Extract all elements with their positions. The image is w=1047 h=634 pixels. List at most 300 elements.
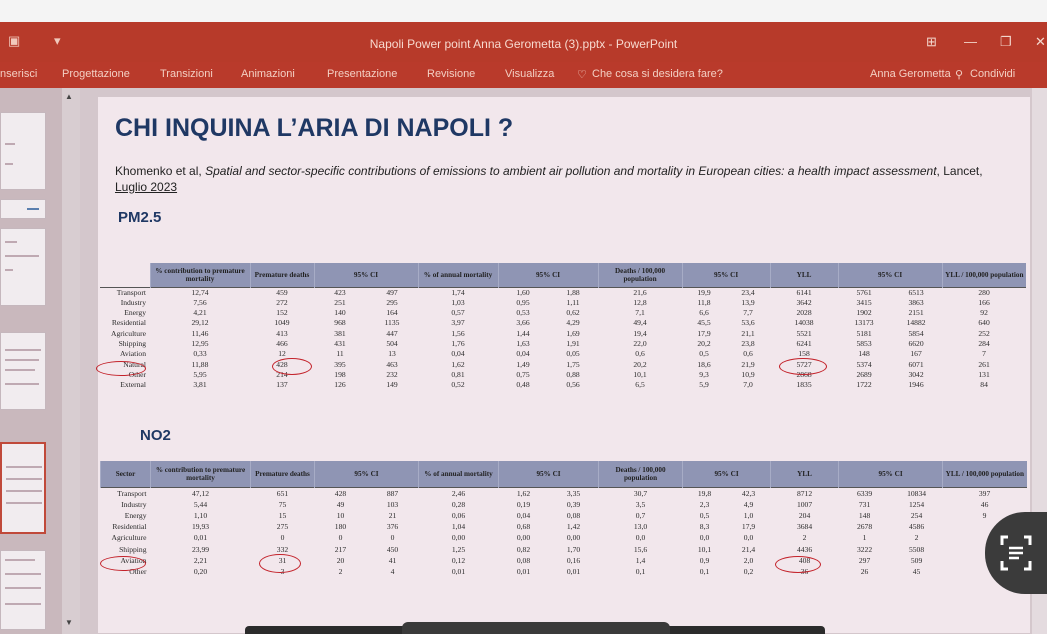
- table-cell: 0,39: [566, 499, 581, 509]
- table-cell: 731: [858, 499, 871, 509]
- table-cell: 17,9: [697, 328, 711, 338]
- table-cell: 2: [802, 533, 807, 543]
- table-cell: 140: [334, 308, 346, 318]
- table-cell: 0,0: [699, 533, 710, 543]
- table-row: [101, 521, 1027, 532]
- table-cell: 23,4: [726, 287, 770, 298]
- table-cell: 5761: [838, 287, 890, 298]
- table-cell: 20,2: [633, 359, 647, 369]
- tab-visualizza[interactable]: Visualizza: [505, 68, 555, 80]
- user-name[interactable]: Anna Gerometta: [870, 68, 951, 80]
- table-cell: 6,6: [699, 308, 709, 318]
- header-ci: 95% CI: [839, 461, 943, 487]
- table-cell: 0,62: [566, 308, 580, 318]
- table-cell: 0,5: [699, 510, 710, 520]
- table-cell: 10,1: [633, 369, 647, 379]
- table-row: [100, 308, 1026, 318]
- table-cell: 26: [860, 566, 869, 576]
- header-yll-per-100k: YLL / 100,000 population: [942, 263, 1026, 287]
- save-icon[interactable]: ▣: [8, 33, 21, 48]
- table-cell: 11: [336, 349, 344, 359]
- table-cell: 0,9: [699, 555, 710, 565]
- table-cell: 204: [798, 510, 811, 520]
- header-ci: 95% CI: [499, 461, 599, 487]
- sector-label-cell: Agriculture: [110, 328, 146, 338]
- table-cell: 19,93: [191, 522, 210, 532]
- table-row: [101, 555, 1027, 566]
- table-cell: 0: [390, 533, 395, 543]
- table-cell: 284: [978, 338, 990, 348]
- table-cell: 0,28: [451, 499, 466, 509]
- table-cell: 0,52: [451, 380, 465, 390]
- table-cell: 4,29: [566, 318, 580, 328]
- sector-label-cell: Other: [128, 369, 146, 379]
- table-cell: 10,1: [697, 544, 712, 554]
- table-cell: 4436: [796, 544, 813, 554]
- table-cell: 0,08: [566, 510, 581, 520]
- title-bar: [0, 22, 1047, 62]
- header-premature-deaths: Premature deaths: [250, 263, 314, 287]
- header-ci: 95% CI: [838, 263, 942, 287]
- table-cell: 640: [978, 318, 990, 328]
- table-cell: 0,1: [635, 566, 646, 576]
- table-cell: 232: [386, 369, 398, 379]
- table-cell: 413: [276, 328, 288, 338]
- table-cell: 217: [334, 544, 347, 554]
- table-cell: 22,0: [633, 338, 647, 348]
- table-cell: 0,68: [516, 522, 531, 532]
- table-cell: 2689: [856, 369, 872, 379]
- table-cell: 0,01: [516, 566, 531, 576]
- sector-label-cell: Energy: [124, 510, 147, 520]
- close-icon[interactable]: ✕: [1035, 34, 1046, 49]
- table-cell: 3,97: [451, 318, 465, 328]
- header-contribution: % contribution to premature mortality: [151, 461, 251, 487]
- table-cell: 0,01: [451, 566, 466, 576]
- table-cell: 12,95: [191, 338, 209, 348]
- scan-text-icon: [999, 534, 1033, 572]
- table-cell: 12: [278, 349, 286, 359]
- table-cell: 504: [386, 338, 398, 348]
- table-cell: 49: [336, 499, 345, 509]
- table-cell: 2,0: [743, 555, 754, 565]
- table-cell: 1,62: [499, 487, 549, 499]
- table-cell: 20: [336, 555, 345, 565]
- table-cell: 2678: [856, 522, 873, 532]
- table-cell: 3415: [856, 297, 872, 307]
- table-cell: 447: [386, 328, 398, 338]
- table-cell: 21,1: [741, 328, 755, 338]
- table-cell: 5508: [908, 544, 925, 554]
- tab-presentazione[interactable]: Presentazione: [327, 68, 398, 80]
- table-cell: 41: [388, 555, 397, 565]
- table-cell: 408: [798, 555, 811, 565]
- table-cell: 6,5: [635, 380, 645, 390]
- table-cell: 397: [943, 487, 1027, 499]
- table-cell: 1254: [908, 499, 925, 509]
- table-cell: 0,20: [193, 566, 208, 576]
- table-cell: 5,95: [193, 369, 207, 379]
- table-cell: 45: [912, 566, 921, 576]
- no2-table-body: [101, 487, 1027, 577]
- share-button[interactable]: Condividi: [970, 68, 1016, 80]
- table-cell: 166: [978, 297, 990, 307]
- header-yll: YLL: [771, 461, 839, 487]
- table-cell: 8712: [771, 487, 839, 499]
- table-cell: 158: [798, 349, 810, 359]
- quick-access-dropdown-icon[interactable]: ▾: [54, 33, 61, 48]
- table-row: [100, 360, 1026, 370]
- table-cell: 1,25: [451, 544, 466, 554]
- table-cell: 1,69: [566, 328, 580, 338]
- slide-thumbnail[interactable]: [0, 199, 46, 219]
- bottom-tab-overlay: [402, 622, 670, 634]
- sector-label-cell: Industry: [121, 499, 147, 509]
- table-cell: 1,91: [566, 338, 580, 348]
- table-cell: 1,0: [743, 510, 754, 520]
- table-cell: 252: [978, 328, 990, 338]
- table-cell: 31: [278, 555, 287, 565]
- table-cell: 1946: [908, 380, 924, 390]
- table-cell: 332: [276, 544, 289, 554]
- table-cell: 1,56: [451, 328, 465, 338]
- table-cell: 1,63: [516, 338, 530, 348]
- table-cell: 14882: [906, 318, 926, 328]
- table-cell: 14038: [794, 318, 814, 328]
- table-row: [100, 318, 1026, 328]
- sector-label-cell: Natural: [123, 359, 146, 369]
- table-cell: 2,21: [193, 555, 208, 565]
- table-cell: 5,44: [193, 499, 208, 509]
- tell-me-search[interactable]: Che cosa si desidera fare?: [592, 68, 723, 80]
- share-person-icon[interactable]: ⚲: [955, 69, 964, 81]
- table-cell: 5181: [856, 328, 872, 338]
- table-cell: 18,6: [697, 359, 711, 369]
- table-cell: 6513: [890, 287, 942, 298]
- table-cell: 1835: [796, 380, 812, 390]
- table-cell: 20,2: [697, 338, 711, 348]
- sector-label-cell: Residential: [112, 522, 147, 532]
- header-yll: YLL: [770, 263, 838, 287]
- table-cell: 3222: [856, 544, 873, 554]
- table-cell: 4,9: [743, 499, 754, 509]
- table-cell: 7,56: [193, 297, 207, 307]
- header-ci: 95% CI: [683, 461, 771, 487]
- table-cell: 6339: [839, 487, 891, 499]
- table-cell: 9: [982, 510, 987, 520]
- table-cell: 381: [334, 328, 346, 338]
- table-cell: 463: [386, 359, 398, 369]
- window-title: Napoli Power point Anna Gerometta (3).pptx - PowerPoint: [369, 37, 678, 51]
- table-cell: 4: [390, 566, 395, 576]
- sector-label-cell: Residential: [111, 318, 146, 328]
- table-cell: 3,35: [549, 487, 599, 499]
- table-cell: 53,6: [741, 318, 755, 328]
- tab-inserisci[interactable]: nserisci: [0, 68, 38, 80]
- table-cell: 11,88: [191, 359, 209, 369]
- table-cell: 149: [386, 380, 398, 390]
- table-cell: 0,75: [516, 369, 530, 379]
- table-cell: 131: [978, 369, 990, 379]
- table-cell: 3,66: [516, 318, 530, 328]
- table-row: [100, 339, 1026, 349]
- table-cell: 0,82: [516, 544, 531, 554]
- table-cell: 3,81: [193, 380, 207, 390]
- table-cell: 167: [910, 349, 922, 359]
- table-cell: 0,19: [516, 499, 531, 509]
- table-cell: 75: [278, 499, 287, 509]
- header-annual-mortality: % of annual mortality: [418, 263, 498, 287]
- sector-label-cell: Aviation: [119, 349, 146, 359]
- table-cell: 3684: [796, 522, 813, 532]
- pm25-table-body: [100, 287, 1026, 390]
- table-cell: 295: [386, 297, 398, 307]
- table-cell: 431: [334, 338, 346, 348]
- table-cell: 3642: [796, 297, 812, 307]
- sector-header-empty: [100, 263, 150, 287]
- table-cell: 0,81: [451, 369, 465, 379]
- table-cell: 19,8: [683, 487, 727, 499]
- table-cell: 251: [334, 297, 346, 307]
- table-cell: 0,12: [451, 555, 466, 565]
- tab-animazioni[interactable]: Animazioni: [241, 68, 295, 80]
- table-cell: 13: [388, 349, 396, 359]
- table-cell: 651: [251, 487, 315, 499]
- table-row: [100, 349, 1026, 359]
- table-cell: 46: [980, 499, 989, 509]
- tab-progettazione[interactable]: Progettazione: [62, 68, 130, 80]
- table-cell: 428: [315, 487, 367, 499]
- table-cell: 49,4: [633, 318, 647, 328]
- table-cell: 10,9: [741, 369, 755, 379]
- table-cell: 968: [334, 318, 346, 328]
- table-cell: 0,00: [566, 533, 581, 543]
- table-cell: 4586: [908, 522, 925, 532]
- sector-label-cell: Transport: [100, 287, 150, 298]
- table-cell: 428: [276, 359, 288, 369]
- table-cell: 1,76: [451, 338, 465, 348]
- table-cell: 7: [982, 349, 986, 359]
- header-deaths-per-100k: Deaths / 100,000 population: [599, 461, 683, 487]
- table-cell: 13,9: [741, 297, 755, 307]
- table-row: [101, 532, 1027, 543]
- sector-label-cell: Other: [129, 566, 147, 576]
- table-cell: 0,1: [699, 566, 710, 576]
- table-cell: 103: [386, 499, 399, 509]
- slide-thumbnail[interactable]: [0, 332, 46, 410]
- table-cell: 1,60: [498, 287, 548, 298]
- table-cell: 0,00: [451, 533, 466, 543]
- table-cell: 1135: [384, 318, 400, 328]
- table-cell: 3: [280, 566, 285, 576]
- table-row: [101, 510, 1027, 521]
- slide-thumbnail[interactable]: [0, 112, 46, 190]
- table-row: [101, 544, 1027, 555]
- table-row: [101, 566, 1027, 577]
- header-sector: Sector: [101, 461, 151, 487]
- table-cell: 84: [980, 380, 988, 390]
- table-cell: 21: [388, 510, 397, 520]
- table-cell: 5853: [856, 338, 872, 348]
- table-cell: 11,46: [191, 328, 209, 338]
- table-cell: 6241: [796, 338, 812, 348]
- header-ci: 95% CI: [498, 263, 598, 287]
- table-cell: 272: [276, 297, 288, 307]
- table-row: [100, 329, 1026, 339]
- sector-label-cell: Aviation: [120, 555, 147, 565]
- table-cell: 0,06: [451, 510, 466, 520]
- table-cell: 1,49: [516, 359, 530, 369]
- table-cell: 4,21: [193, 308, 207, 318]
- tab-revisione[interactable]: Revisione: [427, 68, 476, 80]
- table-cell: 29,12: [191, 318, 209, 328]
- table-cell: 0,2: [743, 566, 754, 576]
- table-cell: 0: [280, 533, 285, 543]
- table-cell: 10834: [891, 487, 943, 499]
- table-cell: 148: [858, 349, 870, 359]
- table-cell: 275: [276, 522, 289, 532]
- table-cell: 1,70: [566, 544, 581, 554]
- table-cell: 261: [978, 359, 990, 369]
- table-cell: 92: [980, 308, 988, 318]
- table-cell: 376: [386, 522, 399, 532]
- header-premature-deaths: Premature deaths: [251, 461, 315, 487]
- table-cell: 1,10: [193, 510, 208, 520]
- table-cell: 0: [338, 533, 343, 543]
- header-deaths-per-100k: Deaths / 100,000 population: [598, 263, 682, 287]
- section-heading-pm25[interactable]: PM2.5: [118, 209, 162, 226]
- table-cell: 0,04: [451, 349, 465, 359]
- table-cell: 12,8: [633, 297, 647, 307]
- table-cell: 450: [386, 544, 399, 554]
- table-cell: 0,0: [743, 533, 754, 543]
- scroll-down-icon[interactable]: ▼: [65, 618, 73, 627]
- table-cell: 1,74: [418, 287, 498, 298]
- header-ci: 95% CI: [314, 263, 418, 287]
- table-cell: 1,44: [516, 328, 530, 338]
- table-row: [101, 499, 1027, 510]
- table-cell: 0,57: [451, 308, 465, 318]
- table-cell: 137: [276, 380, 288, 390]
- table-cell: 0,16: [566, 555, 581, 565]
- table-row: [100, 380, 1026, 390]
- header-yll-per-100k: YLL / 100,000 population: [943, 461, 1027, 487]
- citation-article-title: Spatial and sector-specific contributions of emissions to ambient air pollution and mortality in European cities: a health impact assessment: [205, 164, 937, 178]
- citation-authors: Khomenko et al,: [115, 164, 206, 178]
- table-cell: 126: [334, 380, 346, 390]
- table-cell: 23,8: [741, 338, 755, 348]
- table-cell: 423: [314, 287, 366, 298]
- table-cell: 47,12: [151, 487, 251, 499]
- ribbon-display-options-icon[interactable]: ⊞: [926, 34, 937, 49]
- slide-thumbnail[interactable]: [0, 550, 46, 630]
- header-contribution: % contribution to premature mortality: [150, 263, 250, 287]
- restore-icon[interactable]: ❐: [1000, 34, 1012, 49]
- table-cell: 0,88: [566, 369, 580, 379]
- table-cell: 497: [366, 287, 418, 298]
- section-heading-no2[interactable]: NO2: [140, 427, 171, 444]
- table-cell: 280: [942, 287, 1026, 298]
- table-cell: 0,6: [635, 349, 645, 359]
- table-cell: 0,33: [193, 349, 207, 359]
- table-cell: 2868: [796, 369, 812, 379]
- table-cell: 19,9: [682, 287, 726, 298]
- table-cell: 5521: [796, 328, 812, 338]
- slide-thumbnail[interactable]: [0, 228, 46, 306]
- slide-title[interactable]: CHI INQUINA L’ARIA DI NAPOLI ?: [115, 114, 514, 142]
- table-cell: 21,6: [598, 287, 682, 298]
- citation-date: Luglio 2023: [115, 180, 178, 194]
- table-cell: 0,01: [193, 533, 208, 543]
- tab-transizioni[interactable]: Transizioni: [160, 68, 213, 80]
- photo-top-border: [0, 0, 1047, 22]
- table-cell: 2,46: [419, 487, 499, 499]
- table-cell: 0,04: [516, 349, 530, 359]
- table-cell: 0,01: [566, 566, 581, 576]
- table-row: [100, 287, 1026, 298]
- slide-thumbnail-pane: [0, 88, 62, 634]
- table-cell: 21,9: [741, 359, 755, 369]
- table-cell: 1,04: [451, 522, 466, 532]
- citation-text[interactable]: [115, 163, 1015, 195]
- table-cell: 0,53: [516, 308, 530, 318]
- table-cell: 5727: [796, 359, 812, 369]
- table-cell: 2151: [908, 308, 924, 318]
- citation-journal: , Lancet,: [936, 164, 983, 178]
- table-cell: 6620: [908, 338, 924, 348]
- table-cell: 1,03: [451, 297, 465, 307]
- table-cell: 7,0: [743, 380, 753, 390]
- table-cell: 887: [367, 487, 419, 499]
- table-cell: 0,05: [566, 349, 580, 359]
- table-cell: 180: [334, 522, 347, 532]
- table-cell: 0,5: [699, 349, 709, 359]
- scroll-up-icon[interactable]: ▲: [65, 92, 73, 101]
- table-cell: 0,6: [743, 349, 753, 359]
- table-cell: 1,62: [451, 359, 465, 369]
- table-cell: 6071: [908, 359, 924, 369]
- no2-table[interactable]: [100, 461, 1027, 577]
- pm25-table[interactable]: [100, 263, 1026, 390]
- table-cell: 7,1: [635, 308, 645, 318]
- table-cell: 5374: [856, 359, 872, 369]
- table-cell: 1,88: [548, 287, 598, 298]
- table-cell: 0,56: [566, 380, 580, 390]
- sector-label-cell: Energy: [124, 308, 146, 318]
- table-cell: 2: [914, 533, 919, 543]
- table-cell: 1,42: [566, 522, 581, 532]
- thumbnail-scrollbar[interactable]: [62, 88, 80, 634]
- table-cell: 36: [800, 566, 809, 576]
- table-cell: 5854: [908, 328, 924, 338]
- sector-label-cell: Industry: [120, 297, 146, 307]
- slide-thumbnail-selected[interactable]: [0, 442, 46, 534]
- table-cell: 1,11: [566, 297, 580, 307]
- table-cell: 198: [334, 369, 346, 379]
- table-cell: 3863: [908, 297, 924, 307]
- minimize-icon[interactable]: —: [964, 34, 977, 49]
- header-ci: 95% CI: [315, 461, 419, 487]
- table-cell: 0,7: [635, 510, 646, 520]
- table-row: [101, 487, 1027, 499]
- header-ci: 95% CI: [682, 263, 770, 287]
- table-cell: 30,7: [599, 487, 683, 499]
- table-cell: 152: [276, 308, 288, 318]
- table-cell: 11,8: [697, 297, 711, 307]
- table-cell: 13173: [854, 318, 874, 328]
- header-annual-mortality: % of annual mortality: [419, 461, 499, 487]
- table-cell: 1049: [274, 318, 290, 328]
